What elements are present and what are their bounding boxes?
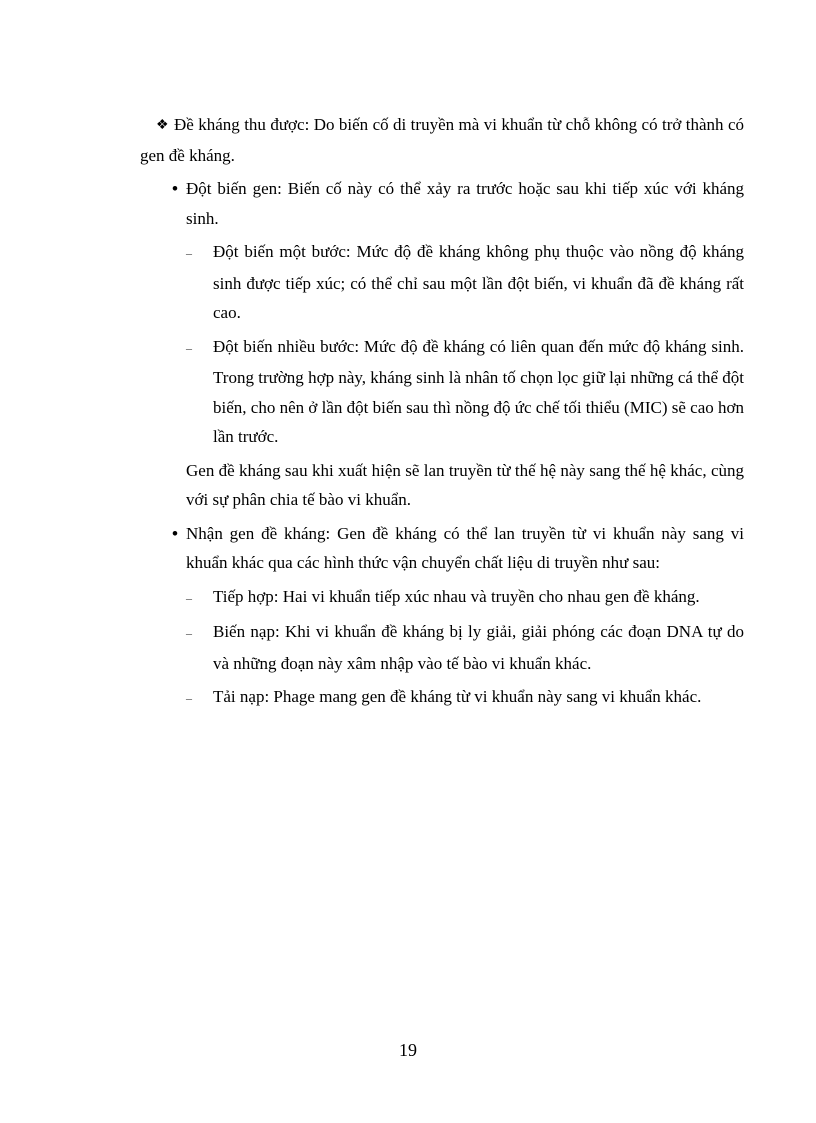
gene-acquisition-item bbox=[140, 519, 744, 578]
dash-icon: – bbox=[186, 590, 192, 605]
page-content bbox=[140, 110, 744, 714]
multi-step-mutation-text: Đột biến nhiều bước: Mức độ đề kháng có liên quan đến mức độ kháng sinh. Trong trường hợp này, kháng sinh là nhân tố chọn lọc giữ lại những cá thể đột biến, cho nên ở lần đột biến sau thì nồng độ ức chế tối thiểu (MIC) sẽ cao hơn lần trước. bbox=[213, 336, 744, 446]
dash-icon: – bbox=[186, 626, 192, 640]
acquired-resistance-text: Đề kháng thu được: Do biến cố di truyền mà vi khuẩn từ chỗ không có trở thành có gen đề kháng. bbox=[140, 115, 744, 165]
one-step-mutation-item bbox=[140, 237, 744, 328]
bullet-icon: • bbox=[172, 523, 178, 543]
dash-icon: – bbox=[186, 691, 192, 705]
conjugation-item bbox=[140, 582, 744, 614]
dash-icon: – bbox=[186, 246, 192, 260]
gene-mutation-item bbox=[140, 174, 744, 233]
transduction-text: Tải nạp: Phage mang gen đề kháng từ vi khuẩn này sang vi khuẩn khác. bbox=[213, 687, 702, 706]
transformation-text: Biến nạp: Khi vi khuẩn đề kháng bị ly giải, giải phóng các đoạn DNA tự do và những đoạn này xâm nhập vào tế bào vi khuẩn khác. bbox=[213, 622, 744, 673]
acquired-resistance-paragraph bbox=[140, 110, 744, 170]
bullet-icon: • bbox=[172, 179, 178, 198]
dash-icon: – bbox=[186, 340, 192, 355]
transformation-item bbox=[140, 617, 744, 678]
one-step-mutation-text: Đột biến một bước: Mức độ đề kháng không phụ thuộc vào nồng độ kháng sinh được tiếp xúc; có thể chỉ sau một lần đột biến, vi khuẩn đã đề kháng rất cao. bbox=[213, 242, 744, 322]
diamond-bullet-icon: ❖ bbox=[156, 118, 169, 133]
gene-acquisition-text: Nhận gen đề kháng: Gen đề kháng có thể lan truyền từ vi khuẩn này sang vi khuẩn khác qua các hình thức vận chuyển chất liệu di truyền như sau: bbox=[186, 523, 744, 572]
gene-spread-paragraph: Gen đề kháng sau khi xuất hiện sẽ lan truyền từ thế hệ này sang thế hệ khác, cùng với sự phân chia tế bào vi khuẩn. bbox=[186, 460, 744, 509]
transduction-item bbox=[140, 682, 744, 714]
multi-step-mutation-item bbox=[140, 332, 744, 452]
conjugation-text: Tiếp hợp: Hai vi khuẩn tiếp xúc nhau và truyền cho nhau gen đề kháng. bbox=[213, 586, 700, 606]
page-number: 19 bbox=[399, 1040, 417, 1060]
gene-mutation-text: Đột biến gen: Biến cố này có thể xảy ra trước hoặc sau khi tiếp xúc với kháng sinh. bbox=[186, 179, 744, 228]
